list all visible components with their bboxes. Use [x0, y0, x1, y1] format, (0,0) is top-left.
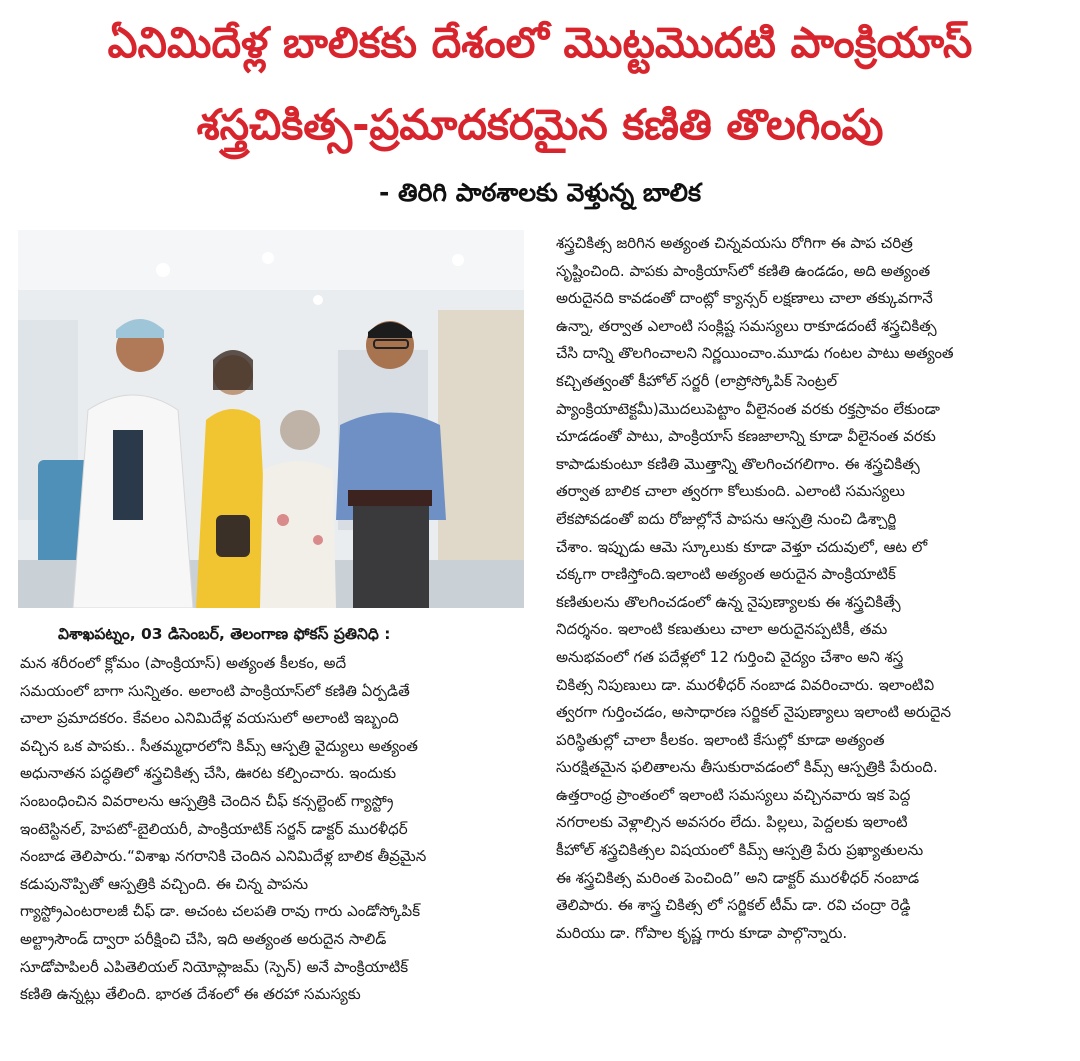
text-line: సురక్షితమైన ఫలితాలను తీసుకురావడంలో కిమ్స్ ఆస్పత్రికి పేరుంది.	[556, 758, 938, 777]
text-line: అరుదైనది కావడంతో దాంట్లో క్యాన్సర్ లక్షణాలు చాలా తక్కువగానే	[556, 289, 933, 308]
text-line: కణితి ఉన్నట్లు తేలింది. భారత దేశంలో ఈ తరహా సమస్యకు	[20, 985, 361, 1004]
text-line: ఉన్నా, తర్వాత ఎలాంటి సంక్లిష్ట సమస్యలు రాకూడదంటే శస్త్రచికిత్స	[556, 316, 937, 335]
text-line: లేకపోవడంతో ఐదు రోజుల్లోనే పాపను ఆస్పత్రి నుంచి డిశ్చార్జి	[556, 509, 897, 528]
text-line: శస్త్రచికిత్స జరిగిన అత్యంత చిన్నవయసు రోగిగా ఈ పాప చరిత్ర	[556, 234, 913, 252]
headline-line-1: ఏనిమిదేళ్ల బాలికకు దేశంలో మొట్టమొదటి పాంక్రియాస్	[107, 18, 973, 67]
text-line: చూడడంతో పాటు, పాంక్రియాస్ కణజాలాన్ని కూడా వీలైనంత వరకు	[556, 427, 936, 446]
text-line: నంబాడ తెలిపారు.“విశాఖ నగరానికి చెందిన ఎనిమిదేళ్ల బాలిక తీవ్రమైన	[20, 847, 427, 866]
text-line: చేసి దాన్ని తొలగించాలని నిర్ణయించాం.మూడు గంటల పాటు అత్యంత	[556, 344, 954, 363]
text-line: తెలిపారు. ఈ శాస్త్ర చికిత్స లో సర్జికల్ టీమ్ డా. రవి చంద్రా రెడ్డి	[556, 896, 911, 915]
text-line: సృష్టించింది. పాపకు పాంక్రియాస్‌లో కణితి ఉండడం, అది అత్యంత	[556, 261, 931, 280]
text-line: మన శరీరంలో క్లోమం (పాంక్రియాస్) అత్యంత కీలకం, అదే	[20, 654, 347, 672]
article-left-column	[20, 650, 528, 1009]
text-line: నగరాలకు వెళ్లాల్సిన అవసరం లేదు. పిల్లలు, పెద్దలకు ఇలాంటి	[556, 813, 908, 832]
text-line: నిదర్శనం. ఇలాంటి కణుతులు చాలా అరుదైనప్పటికీ, తమ	[556, 620, 888, 639]
text-line: ఉత్తరాంధ్ర ప్రాంతంలో ఇలాంటి సమస్యలు వచ్చినవారు ఇక పెద్ద	[556, 785, 911, 804]
article-right-column	[556, 230, 1068, 947]
text-line: చేశాం. ఇప్పుడు ఆమె స్కూలుకు కూడా వెళ్తూ చదువులో, ఆట లో	[556, 537, 928, 556]
text-line: సూడోపాపిలరీ ఎపితెలియల్ నియోప్లాజమ్ (స్పెన్) అనే పాంక్రియాటిక్	[20, 957, 409, 976]
text-line: ప్యాంక్రియాటెక్టమీ)మొదలుపెట్టాం వీలైనంత వరకు రక్తస్రావం లేకుండా	[556, 399, 940, 418]
text-line: సమయంలో బాగా సున్నితం. అలాంటి పాంక్రియాస్‌లో కణితి ఏర్పడితే	[20, 681, 410, 700]
text-line: అధునాతన పద్ధతిలో శస్త్రచికిత్స చేసి, ఊరట కల్పించారు. ఇందుకు	[20, 764, 397, 783]
text-line: అల్ట్రాసౌండ్ ద్వారా పరీక్షించి చేసి, ఇది అత్యంత అరుదైన సాలిడ్	[20, 929, 387, 948]
text-line: వచ్చిన ఒక పాపకు.. సీతమ్మధారలోని కిమ్స్ ఆస్పత్రి వైద్యులు అత్యంత	[20, 736, 418, 755]
text-line: మరియు డా. గోపాల కృష్ణ గారు కూడా పాల్గొన్నారు.	[556, 923, 848, 942]
text-line: చికిత్స నిపుణులు డా. మురళీధర్ నంబాడ వివరించారు. ఇలాంటివి	[556, 675, 935, 694]
text-line: కాపాడుకుంటూ కణితి మొత్తాన్ని తొలగించగలిగాం. ఈ శస్త్రచికిత్స	[556, 454, 920, 473]
text-line: ఇంటెస్టినల్, హెపటో-బైలియరీ, పాంక్రియాటిక్ సర్జన్ డాక్టర్ మురళీధర్	[20, 819, 408, 838]
article-photo	[18, 230, 524, 608]
text-line: తర్వాత బాలిక చాలా త్వరగా కోలుకుంది. ఎలాంటి సమస్యలు	[556, 482, 905, 501]
text-line: కీహోల్ శస్త్రచికిత్సల విషయంలో కిమ్స్ ఆస్పత్రి పేరు ప్రఖ్యాతులను	[556, 841, 924, 860]
text-line: కడుపునొప్పితో ఆస్పత్రికి వచ్చింది. ఈ చిన్న పాపను	[20, 874, 309, 893]
text-line: సంబంధించిన వివరాలను ఆస్పత్రికి చెందిన చీఫ్ కన్సల్టెంట్ గ్యాస్ట్రో	[20, 791, 394, 810]
photo-illustration	[18, 230, 524, 608]
dateline: విశాఖపట్నం, 03 డిసెంబర్, తెలంగాణ ఫోకస్ ప్రతినిధి :	[58, 625, 391, 643]
text-line: కణితులను తొలగించడంలో ఉన్న నైపుణ్యాలకు ఈ శస్త్రచికిత్సే	[556, 592, 901, 611]
text-line: చాలా ప్రమాదకరం. కేవలం ఎనిమిదేళ్ల వయసులో అలాంటి ఇబ్బంది	[20, 709, 399, 728]
text-line: అనుభవంలో గత పదేళ్లలో 12 గుర్తించి వైద్యం చేశాం అని శస్త్ర	[556, 647, 904, 666]
text-line: త్వరగా గుర్తించడం, అసాధారణ సర్జికల్ నైపుణ్యాలు ఇలాంటి అరుదైన	[556, 703, 952, 722]
text-line: చక్కగా రాణిస్తోంది.ఇలాంటి అత్యంత అరుదైన పాంక్రియాటిక్	[556, 565, 896, 584]
text-line: కచ్చితత్వంతో కీహోల్ సర్జరీ (లాప్రోస్కోపిక్ సెంట్రల్	[556, 371, 838, 390]
text-line: ఈ శస్త్రచికిత్స మరింత పెంచింది” అని డాక్టర్ మురళీధర్ నంబాడ	[556, 868, 920, 887]
text-line: పరిస్థితుల్లో చాలా కీలకం. ఇలాంటి కేసుల్లో కూడా అత్యంత	[556, 730, 885, 749]
headline-line-2: శస్త్రచికిత్స-ప్రమాదకరమైన కణితి తొలగింపు	[196, 100, 884, 149]
text-line: గ్యాస్ట్రోఎంటరాలజీ చీఫ్ డా. అచంట చలపతి రావు గారు ఎండోస్కోపిక్	[20, 902, 421, 921]
subheadline: - తిరిగి పాఠశాలకు వెళ్తున్న బాలిక	[378, 178, 702, 207]
